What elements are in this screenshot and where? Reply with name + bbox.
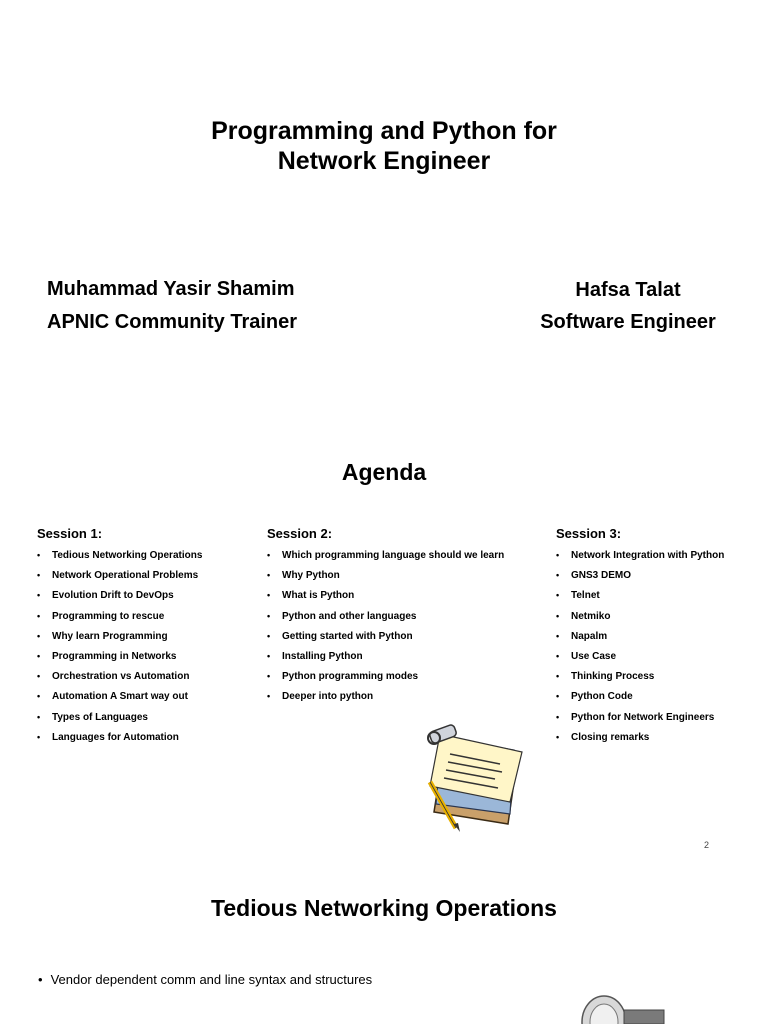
- bullet-text: Vendor dependent comm and line syntax and structures: [50, 972, 373, 987]
- bullet-char: •: [38, 972, 43, 987]
- agenda-title: Agenda: [341, 459, 427, 485]
- list-item: • Python for Network Engineers: [556, 711, 715, 723]
- list-item: • Languages for Automation: [37, 731, 179, 743]
- list-item: • Orchestration vs Automation: [37, 671, 190, 683]
- list-item: • Network Integration with Python: [556, 550, 725, 561]
- list-item: • Installing Python: [267, 650, 363, 662]
- list-item: • Use Case: [556, 650, 617, 662]
- list-item: • Python programming modes: [267, 671, 419, 683]
- list-item: • Python and other languages: [267, 610, 417, 622]
- list-item: • Types of Languages: [37, 711, 148, 723]
- session3-list: [556, 549, 724, 751]
- page-number: 2: [704, 840, 710, 850]
- list-item: • Deeper into python: [267, 691, 374, 703]
- list-item: • Netmiko: [556, 610, 611, 622]
- list-item: • Programming to rescue: [37, 610, 165, 622]
- clipboard-icon: [410, 724, 535, 834]
- list-item: • Thinking Process: [556, 671, 655, 683]
- list-item: • Getting started with Python: [267, 630, 413, 642]
- list-item: • Evolution Drift to DevOps: [37, 590, 174, 602]
- slide1-title-line1: Programming and Python for: [211, 117, 557, 145]
- session1-list: [37, 549, 202, 751]
- list-item: • Why Python: [267, 570, 340, 582]
- list-item: • Closing remarks: [556, 731, 650, 743]
- list-item: • What is Python: [267, 590, 355, 602]
- list-item: • Telnet: [556, 590, 600, 602]
- slide3-bullet-1: [38, 972, 372, 987]
- list-item: • Network Operational Problems: [37, 570, 199, 582]
- list-item: • Tedious Networking Operations: [37, 550, 203, 561]
- list-item: • Which programming language should we learn: [267, 550, 505, 561]
- list-item: • GNS3 DEMO: [556, 570, 632, 582]
- list-item: • Automation A Smart way out: [37, 691, 188, 703]
- presenter2-role: Software Engineer: [540, 311, 716, 333]
- session3-heading: Session 3:: [556, 526, 622, 541]
- slide1-title-line2: Network Engineer: [277, 147, 491, 175]
- presenter1-role: APNIC Community Trainer: [47, 311, 298, 333]
- device-icon: [578, 992, 668, 1024]
- session2-heading: Session 2:: [267, 526, 333, 541]
- session1-heading: Session 1:: [37, 526, 103, 541]
- presenter1-name: Muhammad Yasir Shamim: [47, 278, 295, 300]
- session2-list: [267, 549, 504, 711]
- list-item: • Why learn Programming: [37, 630, 168, 642]
- list-item: • Programming in Networks: [37, 650, 177, 662]
- presenter2-name: Hafsa Talat: [575, 279, 681, 301]
- list-item: • Python Code: [556, 691, 633, 703]
- slide3-title: Tedious Networking Operations: [211, 895, 557, 921]
- list-item: • Napalm: [556, 630, 608, 642]
